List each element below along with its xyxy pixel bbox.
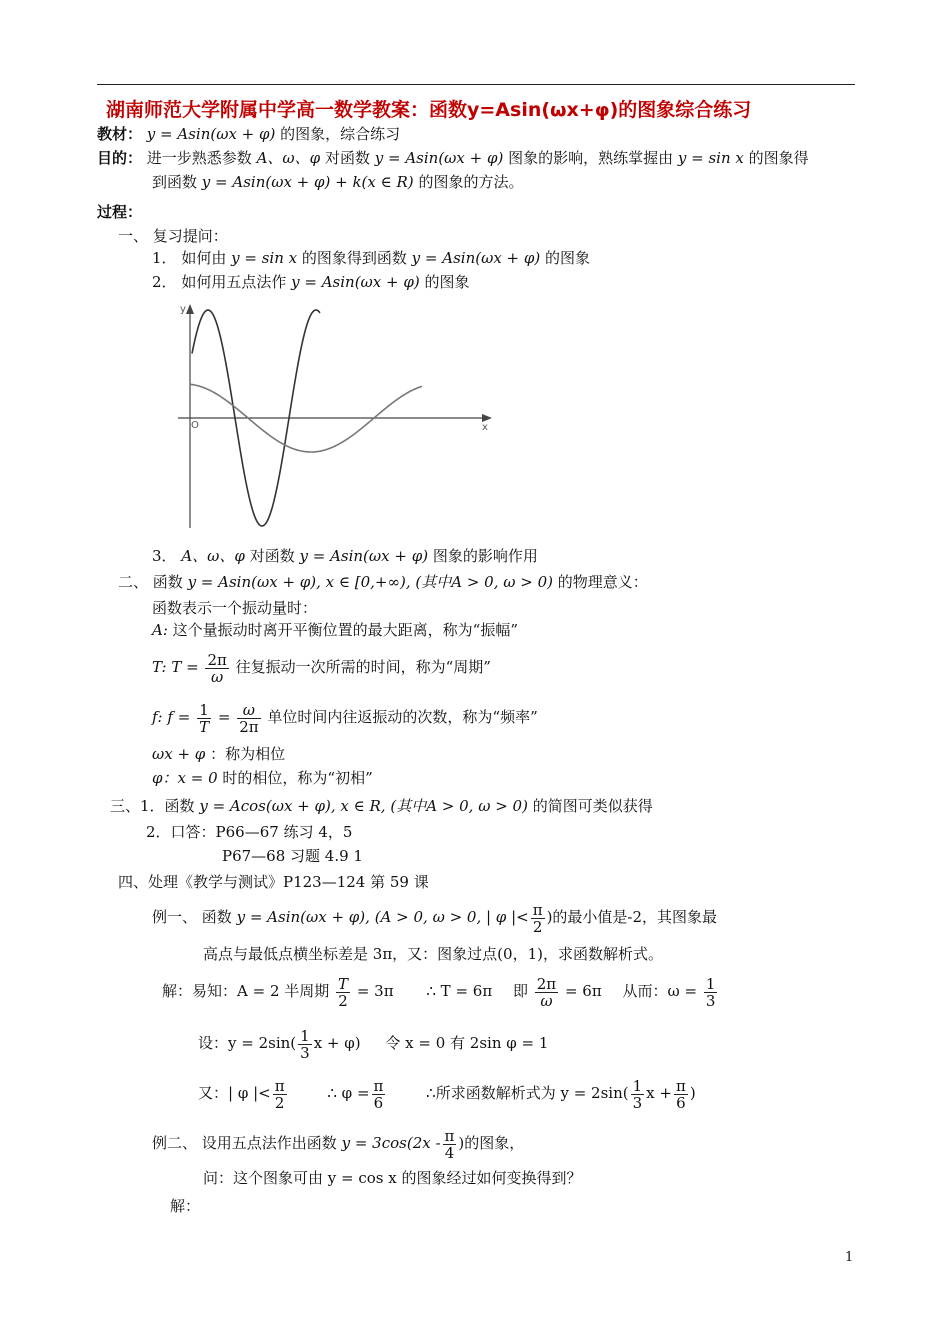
frequency-eq: f = bbox=[167, 708, 191, 726]
fraction-numerator: 1 bbox=[197, 702, 211, 719]
question-formula: y = Asin(ωx + φ) bbox=[411, 249, 541, 267]
solution-text: 令 x = 0 有 2sin φ = 1 bbox=[385, 1034, 549, 1052]
fraction-denominator: 3 bbox=[705, 991, 716, 1010]
fraction-numerator: 1 bbox=[300, 1026, 310, 1045]
section2-heading: 二、 函数 bbox=[118, 573, 183, 591]
fraction-denominator: T bbox=[199, 717, 210, 736]
question-text: 如何由 bbox=[181, 249, 227, 267]
section1-heading: 一、 复习提问： bbox=[118, 227, 228, 245]
fraction-denominator: ω bbox=[540, 991, 553, 1010]
fraction-denominator: ω bbox=[211, 667, 224, 686]
solution-fraction bbox=[298, 1028, 312, 1061]
question-number: 3． bbox=[152, 547, 177, 565]
solution-text: 又：| φ |< bbox=[198, 1084, 271, 1102]
fraction-denominator: 2π bbox=[239, 717, 259, 736]
solution-fraction bbox=[704, 976, 718, 1009]
question-text: 如何用五点法作 bbox=[181, 273, 287, 291]
question-1 bbox=[152, 248, 590, 268]
fraction-numerator: 1 bbox=[632, 1076, 643, 1095]
solution-text: x + φ) bbox=[313, 1034, 361, 1052]
fraction-denominator: 2 bbox=[338, 991, 348, 1010]
frequency-label: f: bbox=[152, 708, 163, 726]
example1-text: )的最小值是-2，其图象最 bbox=[546, 908, 718, 926]
solution-fraction bbox=[336, 976, 350, 1009]
fraction-denominator: 2 bbox=[274, 1093, 285, 1112]
solution-fraction bbox=[674, 1078, 688, 1111]
goal-label: 目的： bbox=[97, 149, 143, 167]
fraction-denominator: 6 bbox=[676, 1093, 686, 1112]
fraction-denominator: 3 bbox=[300, 1043, 310, 1062]
goal-text: 图象的影响，熟练掌握由 bbox=[508, 149, 674, 167]
frequency-text: 单位时间内往返振动的次数，称为“频率” bbox=[267, 708, 538, 726]
fraction-numerator: 1 bbox=[705, 974, 716, 993]
example1-line-2: 高点与最低点横坐标差是 3π，又：图象过点(0，1)，求函数解析式。 bbox=[203, 945, 663, 963]
section2-tail: 的物理意义： bbox=[557, 573, 648, 591]
material-line bbox=[97, 124, 400, 144]
solution-text: = 6π bbox=[564, 982, 602, 1000]
solution-text: x + bbox=[646, 1084, 672, 1102]
example1-fraction bbox=[531, 902, 545, 935]
amplitude-line bbox=[152, 620, 518, 640]
question-text: 的图象 bbox=[545, 249, 591, 267]
fraction-numerator: T bbox=[338, 974, 349, 993]
y-axis-arrow-icon bbox=[186, 304, 194, 314]
section3-line-3: P67—68 习题 4.9 1 bbox=[222, 847, 363, 865]
question-formula: y = Asin(ωx + φ) bbox=[299, 547, 429, 565]
frequency-fraction-2 bbox=[237, 702, 260, 735]
question-params: A、ω、φ bbox=[181, 547, 245, 565]
example1-also-line bbox=[198, 1074, 696, 1112]
phase-line bbox=[152, 744, 285, 764]
fraction-denominator: 2 bbox=[532, 917, 543, 936]
section3-line-1 bbox=[110, 796, 653, 816]
example2-question: 问：这个图象可由 y = cos x 的图象经过如何变换得到？ bbox=[203, 1169, 582, 1187]
goal-text: 对函数 bbox=[324, 149, 370, 167]
solution-text: ) bbox=[689, 1084, 696, 1102]
goal-formula: y = Asin(ωx + φ) bbox=[374, 149, 504, 167]
question-text: 对函数 bbox=[249, 547, 295, 565]
fraction-numerator: π bbox=[532, 900, 543, 919]
solution-text: 从而：ω = bbox=[622, 982, 698, 1000]
fraction-numerator: π bbox=[274, 1076, 285, 1095]
question-number: 1． bbox=[152, 249, 177, 267]
section3-formula: y = Acos(ωx + φ), x ∈ R, (其中A > 0, ω > 0) bbox=[199, 797, 528, 815]
fraction-numerator: ω bbox=[237, 702, 260, 719]
goal-params: A、ω、φ bbox=[256, 149, 321, 167]
solution-fraction bbox=[535, 976, 558, 1009]
x-axis-label: x bbox=[482, 422, 488, 433]
example1-text: 函数 bbox=[201, 908, 232, 926]
example2-solution: 解： bbox=[170, 1197, 201, 1215]
section2-heading-line bbox=[118, 572, 648, 592]
question-2 bbox=[152, 272, 470, 292]
example2-label: 例二、 bbox=[152, 1134, 198, 1152]
question-number: 2． bbox=[152, 273, 177, 291]
solution-text: 设：y = 2sin( bbox=[198, 1034, 297, 1052]
question-formula: y = Asin(ωx + φ) bbox=[291, 273, 420, 291]
fraction-numerator: 2π bbox=[207, 650, 227, 669]
solution-fraction bbox=[372, 1078, 386, 1111]
fraction-numerator: π bbox=[373, 1076, 384, 1095]
goal-text: 的图象得 bbox=[748, 149, 809, 167]
x-axis-arrow-icon bbox=[482, 414, 492, 422]
solution-fraction bbox=[631, 1078, 645, 1111]
page-title: 湖南师范大学附属中学高一数学教案：函数y=Asin(ωx+φ)的图象综合练习 bbox=[106, 99, 752, 121]
y-axis-label: y bbox=[180, 304, 186, 315]
example2-formula: y = 3cos(2x - bbox=[341, 1134, 441, 1152]
material-text: 的图象，综合练习 bbox=[280, 125, 401, 143]
example1-set-line bbox=[198, 1024, 548, 1062]
example1-formula: y = Asin(ωx + φ), (A > 0, ω > 0, | φ |< bbox=[236, 908, 529, 926]
example2-text: 设用五点法作出函数 bbox=[201, 1134, 337, 1152]
period-line bbox=[152, 648, 491, 686]
fraction-numerator: π bbox=[444, 1126, 455, 1145]
amplitude-label: A: bbox=[152, 621, 168, 639]
material-label: 教材： bbox=[97, 125, 143, 143]
process-label: 过程： bbox=[97, 203, 143, 221]
page-number: 1 bbox=[845, 1250, 854, 1265]
solution-text: ∴所求函数解析式为 y = 2sin( bbox=[426, 1084, 629, 1102]
example2-line-1 bbox=[152, 1124, 524, 1162]
section3-line-2: 2．口答：P66—67 练习 4，5 bbox=[146, 823, 353, 841]
solution-text: ∴ φ = bbox=[327, 1084, 370, 1102]
goal-text: 进一步熟悉参数 bbox=[146, 149, 252, 167]
example1-solution-line bbox=[162, 972, 719, 1010]
section3-text: 的简图可类似获得 bbox=[532, 797, 653, 815]
question-formula: y = sin x bbox=[231, 249, 298, 267]
goal-text: 到函数 bbox=[152, 173, 198, 191]
phase-formula: ωx + φ bbox=[152, 745, 206, 763]
goal-sin-formula: y = sin x bbox=[677, 149, 744, 167]
period-text: 往复振动一次所需的时间，称为“周期” bbox=[235, 658, 491, 676]
solution-text: = 3π bbox=[356, 982, 394, 1000]
question-3 bbox=[152, 546, 538, 566]
section2-intro: 函数表示一个振动量时： bbox=[152, 599, 318, 617]
question-text: 的图象 bbox=[424, 273, 470, 291]
goal-text: 的图象的方法。 bbox=[418, 173, 524, 191]
period-eq: T = bbox=[171, 658, 199, 676]
period-label: T: bbox=[152, 658, 167, 676]
question-text: 图象的影响作用 bbox=[432, 547, 538, 565]
question-text: 的图象得到函数 bbox=[301, 249, 407, 267]
example1-label: 例一、 bbox=[152, 908, 198, 926]
solution-fraction bbox=[273, 1078, 287, 1111]
goal-line-1 bbox=[97, 148, 809, 168]
goal-formula: y = Asin(ωx + φ) + k(x ∈ R) bbox=[201, 173, 414, 191]
frequency-fraction-1 bbox=[197, 702, 211, 735]
solution-text: ∴ T = 6π bbox=[426, 982, 493, 1000]
example1-line-1 bbox=[152, 898, 717, 936]
material-formula: y = Asin(ωx + φ) bbox=[146, 125, 276, 143]
example2-fraction bbox=[443, 1128, 457, 1161]
solution-text: 解：易知：A = 2 半周期 bbox=[162, 982, 330, 1000]
header-rule bbox=[97, 84, 855, 85]
section2-formula: y = Asin(ωx + φ), x ∈ [0,+∞), (其中A > 0, ω > 0) bbox=[187, 573, 553, 591]
origin-label: O bbox=[191, 420, 199, 431]
frequency-line bbox=[152, 698, 538, 736]
amplitude-text: 这个量振动时离开平衡位置的最大距离，称为“振幅” bbox=[172, 621, 519, 639]
section4-heading: 四、处理《教学与测试》P123—124 第 59 课 bbox=[118, 873, 429, 891]
fraction-denominator: 4 bbox=[444, 1143, 455, 1162]
example2-text: )的图象， bbox=[458, 1134, 525, 1152]
solution-text: 即 bbox=[512, 982, 528, 1000]
goal-line-2 bbox=[152, 172, 523, 192]
initial-phase-line bbox=[152, 768, 373, 788]
fraction-numerator: π bbox=[675, 1076, 686, 1095]
frequency-eq-2: = bbox=[217, 708, 231, 726]
fraction-denominator: 3 bbox=[632, 1093, 643, 1112]
section3-text: 三、1．函数 bbox=[110, 797, 195, 815]
fraction-denominator: 6 bbox=[373, 1093, 384, 1112]
phase-text: ：称为相位 bbox=[210, 745, 286, 763]
fraction-numerator: 2π bbox=[536, 974, 557, 993]
initial-phase-text: 时的相位，称为“初相” bbox=[222, 769, 373, 787]
initial-phase-formula: φ：x = 0 bbox=[152, 769, 218, 787]
sine-graph bbox=[170, 300, 500, 532]
period-fraction bbox=[205, 652, 228, 685]
